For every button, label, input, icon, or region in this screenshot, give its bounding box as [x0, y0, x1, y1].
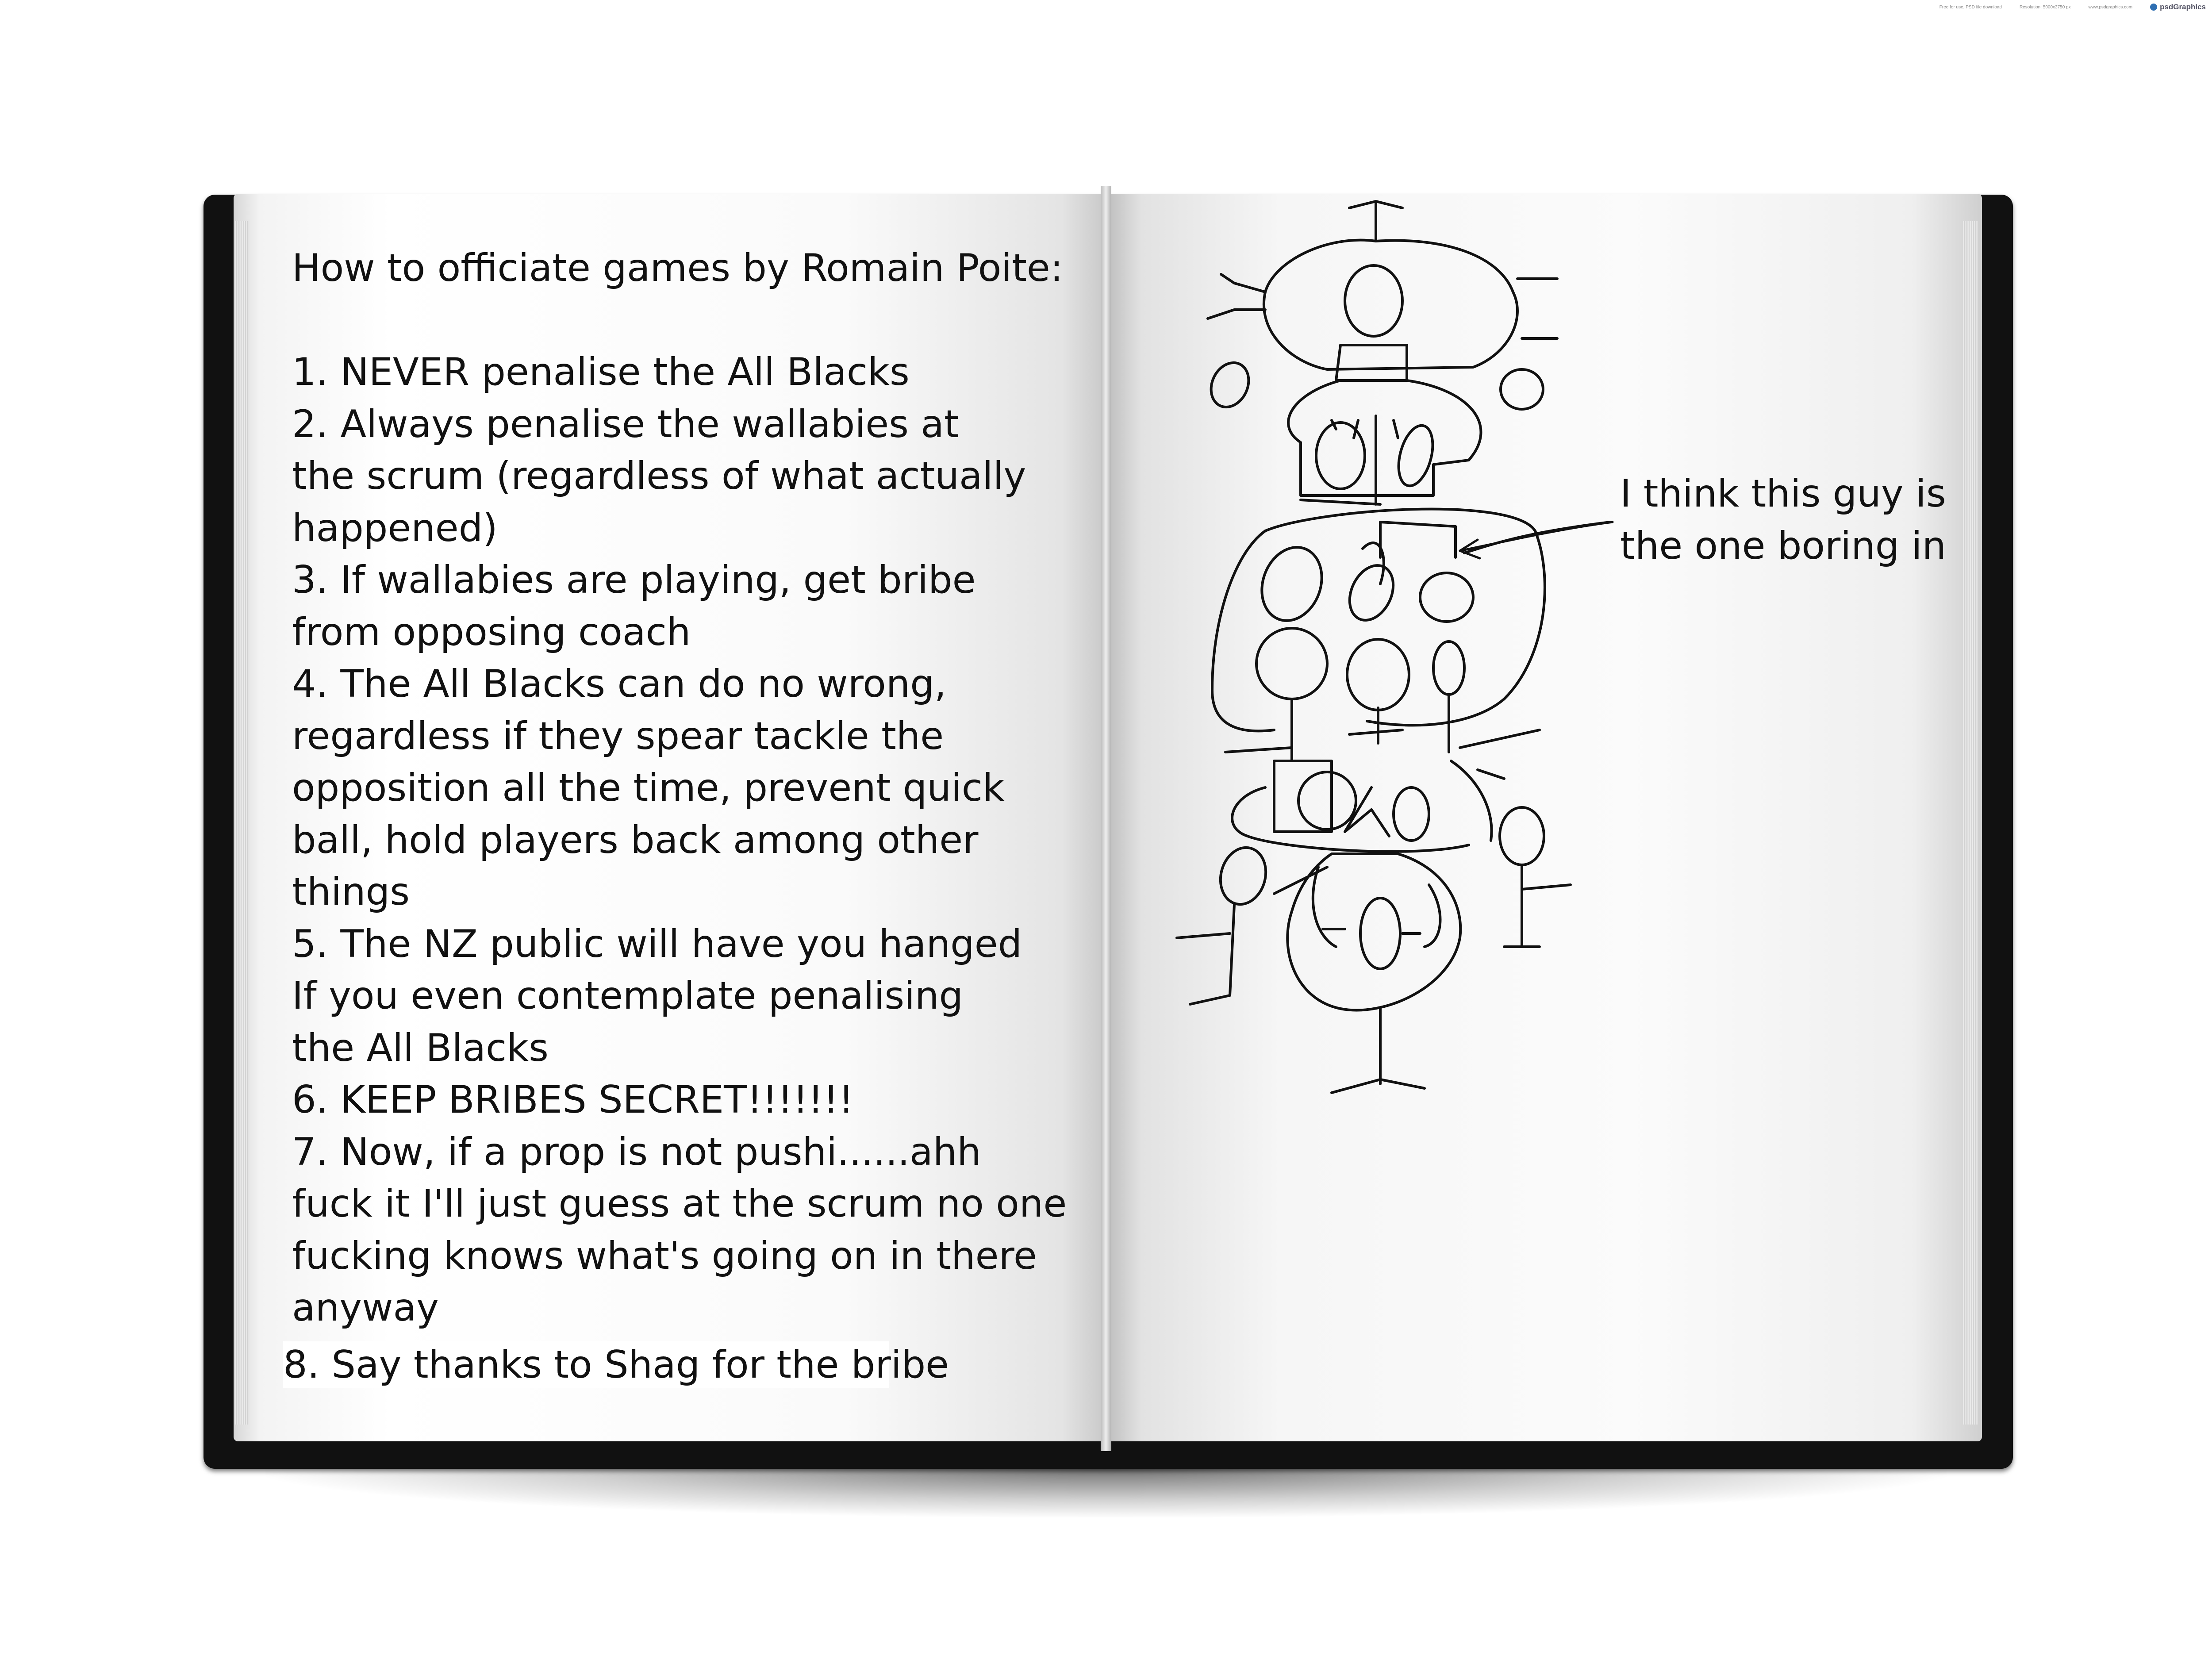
text-line: 1. NEVER penalise the All Blacks — [292, 350, 910, 394]
item-8-text: 8. Say thanks to Shag for the bribe — [283, 1343, 949, 1387]
text-line: from opposing coach — [292, 610, 691, 654]
text-line: 4. The All Blacks can do no wrong, — [292, 662, 947, 706]
text-line: 3. If wallabies are playing, get bribe — [292, 558, 976, 602]
brand-name: psdGraphics — [2160, 3, 2206, 11]
text-line: fuck it I'll just guess at the scrum no one — [292, 1182, 1067, 1226]
text-line: things — [292, 870, 410, 914]
note-line: the one boring in — [1620, 523, 1947, 568]
text-line: 6. KEEP BRIBES SECRET!!!!!!! — [292, 1078, 854, 1122]
watermark-text-2: Resolution: 5000x3750 px — [2019, 4, 2071, 10]
text-line: ball, hold players back among other — [292, 818, 979, 862]
text-line: 5. The NZ public will have you hanged — [292, 922, 1022, 966]
text-line: the All Blacks — [292, 1025, 549, 1070]
text-line: If you even contemplate penalising — [292, 974, 964, 1018]
text-line: fucking knows what's going on in there — [292, 1233, 1037, 1278]
text-line: the scrum (regardless of what actually — [292, 454, 1026, 498]
text-line: anyway — [292, 1286, 439, 1330]
text-line: opposition all the time, prevent quick — [292, 766, 1005, 810]
note-line: I think this guy is — [1620, 472, 1946, 516]
text-line: regardless if they spear tackle the — [292, 714, 944, 758]
page-title: How to officiate games by Romain Poite: — [292, 246, 1063, 290]
text-line: 7. Now, if a prop is not pushi......ahh — [292, 1129, 981, 1174]
text-line: 2. Always penalise the wallabies at — [292, 402, 959, 446]
watermark-text-3: www.psdgraphics.com — [2088, 4, 2133, 10]
watermark-text-1: Free for use, PSD file download — [1939, 4, 2002, 10]
text-line: happened) — [292, 506, 498, 550]
